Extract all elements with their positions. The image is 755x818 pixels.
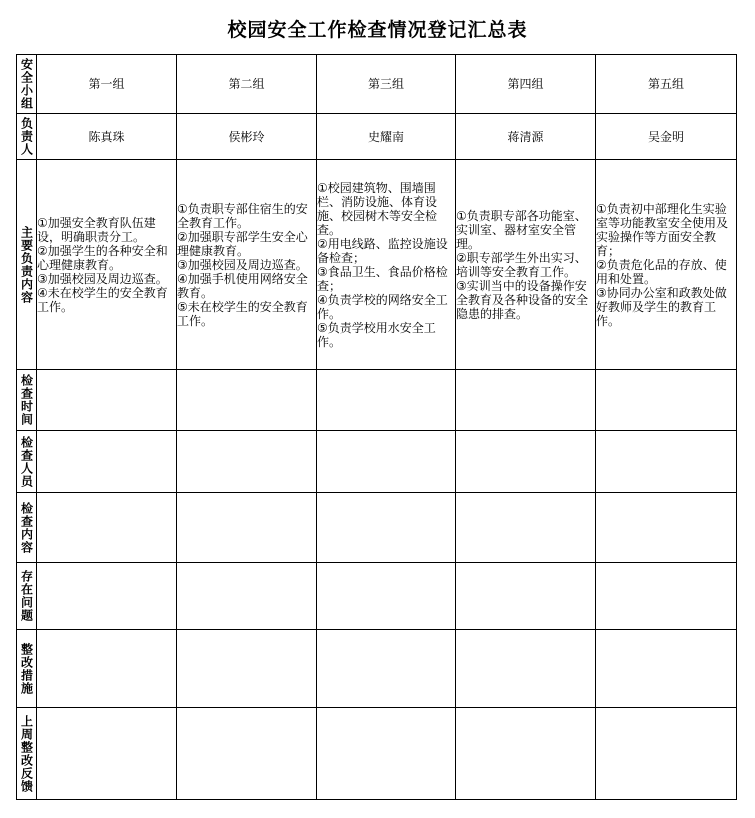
duty-item: ③加强校园及周边巡查。 <box>37 271 168 286</box>
duties-row <box>17 160 737 370</box>
empty-cell <box>317 563 456 630</box>
leader-name-3: 史耀南 <box>317 114 456 160</box>
duties-cell-2 <box>177 160 317 370</box>
duty-item: ①负责职专部各功能室、实训室、器材室安全管理。 <box>456 208 587 251</box>
leader-name-2: 侯彬玲 <box>177 114 317 160</box>
empty-cell <box>596 708 737 800</box>
group-row <box>17 55 737 114</box>
duties-cell-5 <box>596 160 737 370</box>
group-name-5: 第五组 <box>596 55 737 114</box>
group-name-4: 第四组 <box>456 55 596 114</box>
empty-cell <box>456 630 596 708</box>
duty-item: ③实训当中的设备操作安全教育及各种设备的安全隐患的排查。 <box>456 278 589 321</box>
leader-row <box>17 114 737 160</box>
problems-row <box>17 563 737 630</box>
duty-item: ①加强安全教育队伍建设，明确职责分工。 <box>37 215 156 244</box>
empty-cell <box>37 493 177 563</box>
empty-cell <box>37 708 177 800</box>
summary-table <box>16 54 737 800</box>
empty-cell <box>317 708 456 800</box>
duty-item: ②用电线路、监控设施设备检查； <box>317 236 448 265</box>
duty-item: ②加强学生的各种安全和心理健康教育。 <box>37 243 168 272</box>
row-label-check-staff: 检查人员 <box>17 431 37 493</box>
empty-cell <box>317 370 456 431</box>
page-title: 校园安全工作检查情况登记汇总表 <box>227 19 528 41</box>
empty-cell <box>37 563 177 630</box>
duty-item: ③食品卫生、食品价格检查； <box>317 264 448 293</box>
group-name-2: 第二组 <box>177 55 317 114</box>
row-label-duties: 主要负责内容 <box>17 160 37 370</box>
empty-cell <box>596 431 737 493</box>
empty-cell <box>317 630 456 708</box>
empty-cell <box>456 493 596 563</box>
duty-item: ④负责学校的网络安全工作。 <box>317 292 448 321</box>
empty-cell <box>596 370 737 431</box>
empty-cell <box>456 431 596 493</box>
empty-cell <box>177 431 317 493</box>
row-label-feedback: 上周整改反馈 <box>17 708 37 800</box>
empty-cell <box>456 708 596 800</box>
empty-cell <box>177 493 317 563</box>
empty-cell <box>37 431 177 493</box>
leader-name-1: 陈真珠 <box>37 114 177 160</box>
row-label-group: 安全小组 <box>17 55 37 114</box>
duties-cell-3 <box>317 160 456 370</box>
empty-cell <box>37 370 177 431</box>
empty-cell <box>177 630 317 708</box>
empty-cell <box>596 563 737 630</box>
row-label-measures: 整改措施 <box>17 630 37 708</box>
group-name-3: 第三组 <box>317 55 456 114</box>
duty-item: ①校园建筑物、围墙围栏、消防设施、体育设施、校园树木等安全检查。 <box>317 180 438 237</box>
empty-cell <box>596 630 737 708</box>
leader-name-5: 吴金明 <box>596 114 737 160</box>
empty-cell <box>596 493 737 563</box>
empty-cell <box>317 431 456 493</box>
row-label-check-time: 检查时间 <box>17 370 37 431</box>
duty-item: ③协同办公室和政教处做好教师及学生的教育工作。 <box>596 285 727 328</box>
empty-cell <box>317 493 456 563</box>
duty-item: ①负责职专部住宿生的安全教育工作。 <box>177 201 308 230</box>
empty-cell <box>177 708 317 800</box>
duty-item: ①负责初中部理化生实验室等功能教室安全使用及实验操作等方面安全教育； <box>596 201 729 258</box>
row-label-leader: 负责人 <box>17 114 37 160</box>
row-label-check-content: 检查内容 <box>17 493 37 563</box>
feedback-row <box>17 708 737 800</box>
duty-item: ②加强职专部学生安全心理健康教育。 <box>177 229 308 258</box>
empty-cell <box>456 370 596 431</box>
duty-item: ②职专部学生外出实习、培训等安全教育工作。 <box>456 250 587 279</box>
duty-item: ⑤未在校学生的安全教育工作。 <box>177 299 308 328</box>
duty-item: ②负责危化品的存放、使用和处置。 <box>596 257 727 286</box>
leader-name-4: 蒋清源 <box>456 114 596 160</box>
row-label-problems: 存在问题 <box>17 563 37 630</box>
check-staff-row <box>17 431 737 493</box>
duty-item: ⑤负责学校用水安全工作。 <box>317 320 436 349</box>
empty-cell <box>37 630 177 708</box>
duty-item: ③加强校园及周边巡查。 <box>177 257 308 272</box>
empty-cell <box>177 563 317 630</box>
measures-row <box>17 630 737 708</box>
group-name-1: 第一组 <box>37 55 177 114</box>
duties-cell-1 <box>37 160 177 370</box>
duty-item: ④加强手机使用网络安全教育。 <box>177 271 308 300</box>
empty-cell <box>456 563 596 630</box>
check-time-row <box>17 370 737 431</box>
duties-cell-4 <box>456 160 596 370</box>
empty-cell <box>177 370 317 431</box>
duty-item: ④未在校学生的安全教育工作。 <box>37 285 168 314</box>
check-content-row <box>17 493 737 563</box>
